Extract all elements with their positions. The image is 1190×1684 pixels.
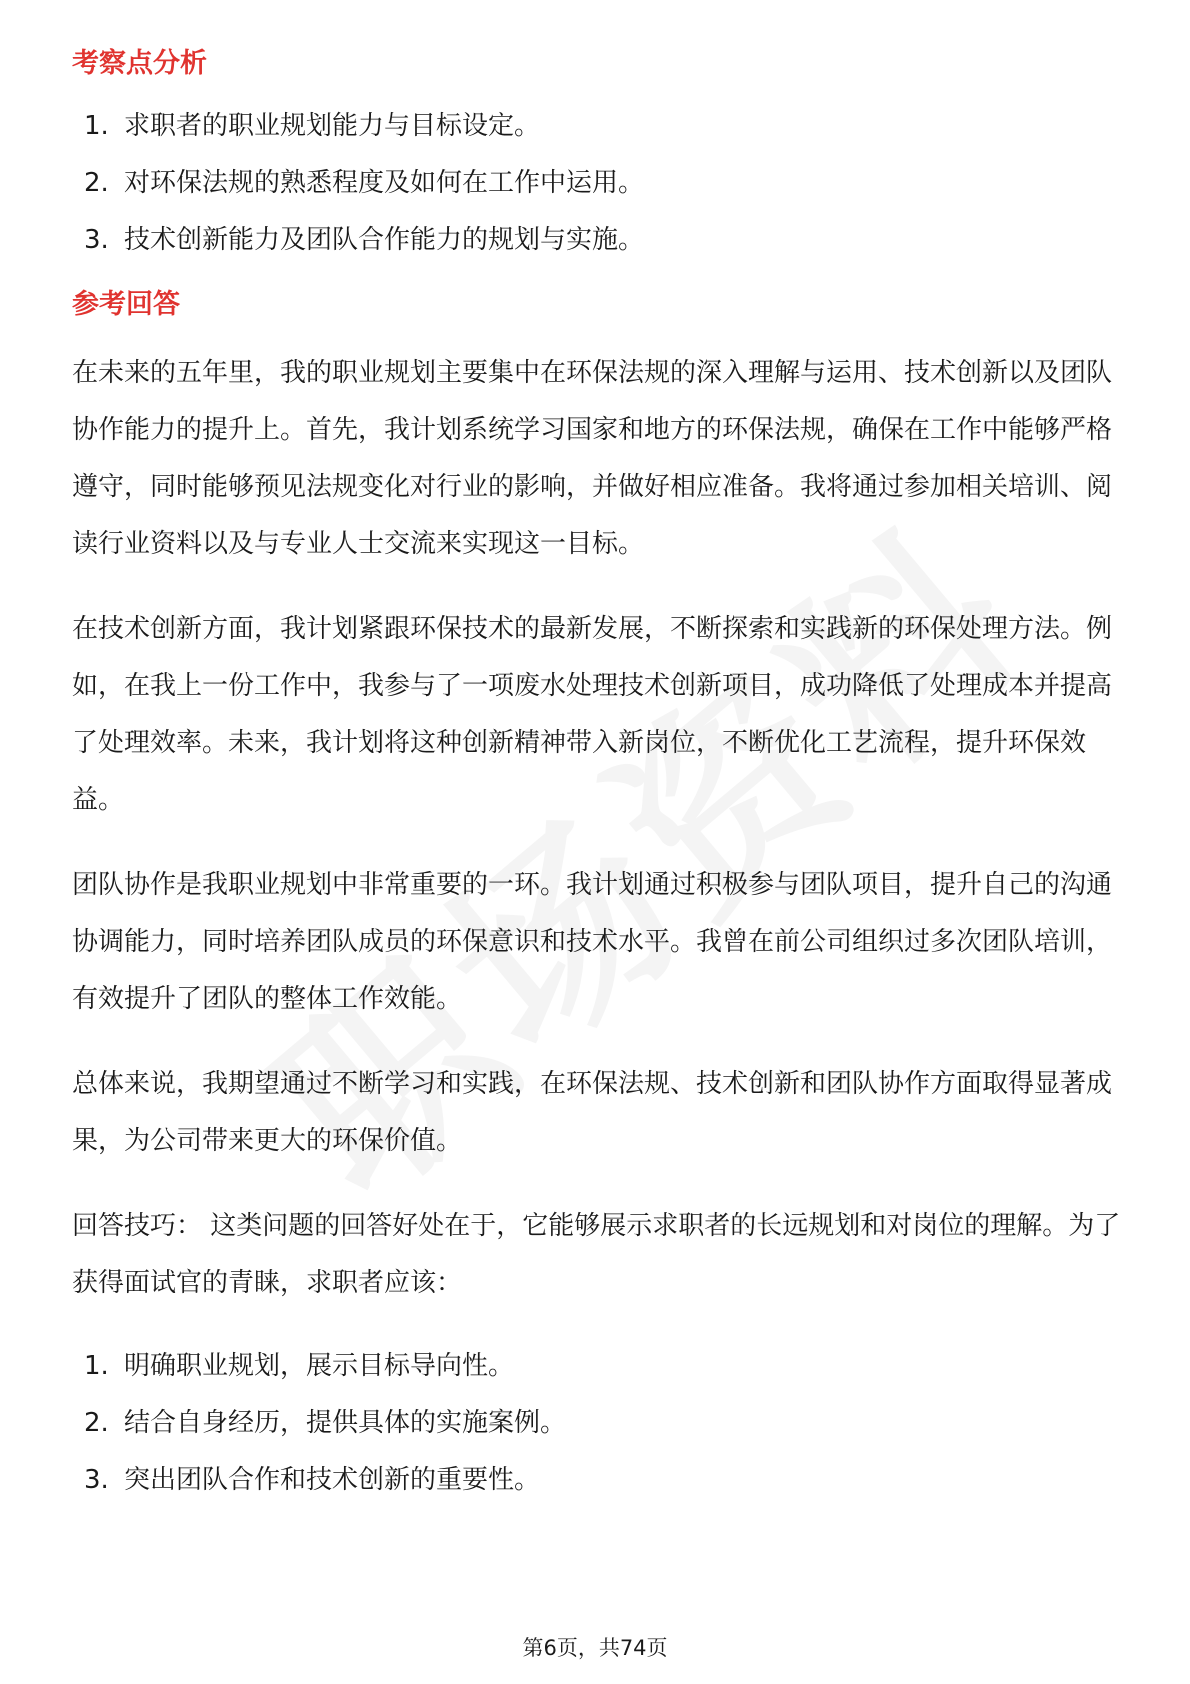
answer-paragraph: 团队协作是我职业规划中非常重要的一环。我计划通过积极参与团队项目，提升自己的沟通协调能力，同时培养团队成员的环保意识和技术水平。我曾在前公司组织过多次团队培训，有效提升了团队的整体工作效能。 xyxy=(72,870,1113,1014)
list-item-number: 1. xyxy=(84,1351,109,1381)
list-item-number: 3. xyxy=(84,1465,109,1495)
tips-paragraph: 回答技巧： 这类问题的回答好处在于，它能够展示求职者的长远规划和对岗位的理解。为了获得面试官的青睐，求职者应该： xyxy=(72,1211,1121,1298)
list-item-text: 对环保法规的熟悉程度及如何在工作中运用。 xyxy=(124,168,645,198)
answer-paragraph: 总体来说，我期望通过不断学习和实践，在环保法规、技术创新和团队协作方面取得显著成果，为公司带来更大的环保价值。 xyxy=(72,1069,1113,1156)
analysis-list xyxy=(72,98,1132,269)
list-item xyxy=(72,212,1132,269)
list-item xyxy=(72,98,1132,155)
list-item xyxy=(72,1338,1132,1395)
list-item-text: 明确职业规划，展示目标导向性。 xyxy=(124,1351,515,1381)
list-item-number: 2. xyxy=(84,1408,109,1438)
list-item xyxy=(72,155,1132,212)
page-number: 第6页，共74页 xyxy=(522,1636,668,1660)
list-item-text: 结合自身经历，提供具体的实施案例。 xyxy=(124,1408,567,1438)
analysis-title: 考察点分析 xyxy=(72,48,207,79)
list-item xyxy=(72,1395,1132,1452)
tips-list xyxy=(72,1338,1132,1509)
page-content xyxy=(72,44,1132,1509)
answer-paragraph: 在技术创新方面，我计划紧跟环保技术的最新发展，不断探索和实践新的环保处理方法。例如，在我上一份工作中，我参与了一项废水处理技术创新项目，成功降低了处理成本并提高了处理效率。未来，我计划将这种创新精神带入新岗位，不断优化工艺流程，提升环保效益。 xyxy=(72,614,1113,815)
answer-paragraph: 在未来的五年里，我的职业规划主要集中在环保法规的深入理解与运用、技术创新以及团队协作能力的提升上。首先，我计划系统学习国家和地方的环保法规，确保在工作中能够严格遵守，同时能够预见法规变化对行业的影响，并做好相应准备。我将通过参加相关培训、阅读行业资料以及与专业人士交流来实现这一目标。 xyxy=(72,358,1113,559)
list-item-text: 求职者的职业规划能力与目标设定。 xyxy=(124,111,541,141)
list-item xyxy=(72,1452,1132,1509)
list-item-number: 1. xyxy=(84,111,109,141)
list-item-number: 3. xyxy=(84,225,109,255)
answer-title: 参考回答 xyxy=(72,289,180,320)
list-item-number: 2. xyxy=(84,168,109,198)
list-item-text: 技术创新能力及团队合作能力的规划与实施。 xyxy=(124,225,645,255)
list-item-text: 突出团队合作和技术创新的重要性。 xyxy=(124,1465,541,1495)
